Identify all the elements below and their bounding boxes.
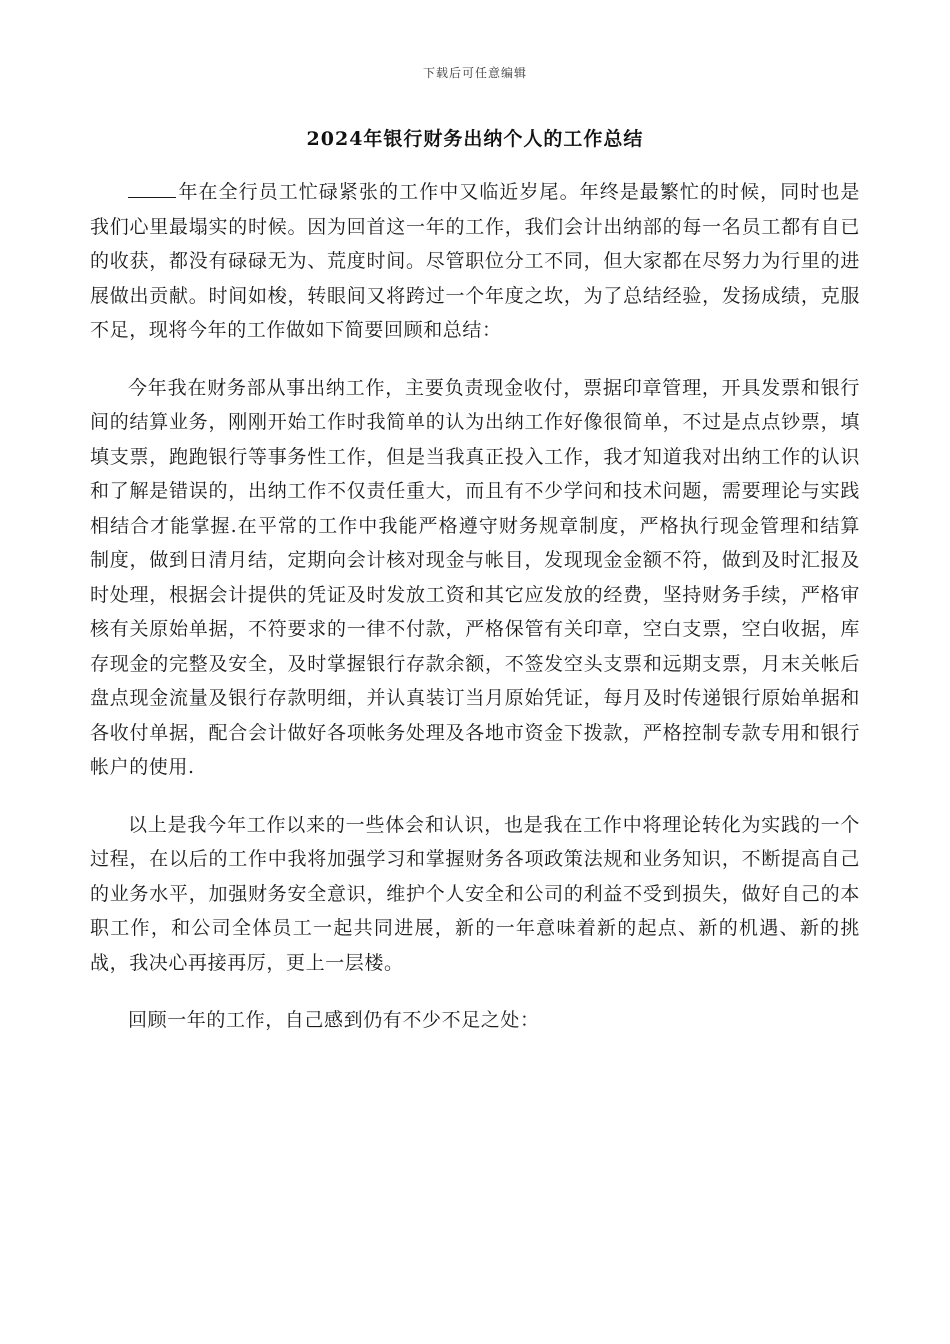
document-body (90, 175, 860, 1061)
year-blank (128, 177, 176, 198)
document-title: 2024年银行财务出纳个人的工作总结 (306, 128, 644, 150)
download-note: 下载后可任意编辑 (422, 66, 527, 80)
paragraph-intro (90, 175, 860, 348)
paragraph-duties: 今年我在财务部从事出纳工作，主要负责现金收付，票据印章管理，开具发票和银行间的结算业务，刚刚开始工作时我简单的认为出纳工作好像很简单，不过是点点钞票，填填支票，跑跑银行等事务性工作，但是当我真正投入工作，我才知道我对出纳工作的认识和了解是错误的，出纳工作不仅责任重大，而且有不少学问和技术问题，需要理论与实践相结合才能掌握.在平常的工作中我能严格遵守财务规章制度，严格执行现金管理和结算制度，做到日清月结，定期向会计核对现金与帐目，发现现金金额不符，做到及时汇报及时处理，根据会计提供的凭证及时发放工资和其它应发放的经费，坚持财务手续，严格审核有关原始单据，不符要求的一律不付款，严格保管有关印章，空白支票，空白收据，库存现金的完整及安全，及时掌握银行存款余额，不签发空头支票和远期支票，月末关帐后盘点现金流量及银行存款明细，并认真装订当月原始凭证，每月及时传递银行原始单据和各收付单据，配合会计做好各项帐务处理及各地市资金下拨款，严格控制专款专用和银行帐户的使用. (90, 376, 860, 778)
paragraph-intro-text: 年在全行员工忙碌紧张的工作中又临近岁尾。年终是最繁忙的时候，同时也是我们心里最塌实的时候。因为回首这一年的工作，我们会计出纳部的每一名员工都有自已的收获，都没有碌碌无为、荒度时间。尽管职位分工不同，但大家都在尽努力为行里的进展做出贡献。时间如梭，转眼间又将跨过一个年度之坎，为了总结经验，发扬成绩，克服不足，现将今年的工作做如下简要回顾和总结： (90, 181, 860, 341)
paragraph-reflection: 以上是我今年工作以来的一些体会和认识，也是我在工作中将理论转化为实践的一个过程，在以后的工作中我将加强学习和掌握财务各项政策法规和业务知识，不断提高自己的业务水平，加强财务安全意识，维护个人安全和公司的利益不受到损失，做好自己的本职工作，和公司全体员工一起共同进展，新的一年意味着新的起点、新的机遇、新的挑战，我决心再接再厉，更上一层楼。 (90, 813, 860, 974)
paragraph-shortcomings: 回顾一年的工作，自己感到仍有不少不足之处： (128, 1009, 540, 1031)
